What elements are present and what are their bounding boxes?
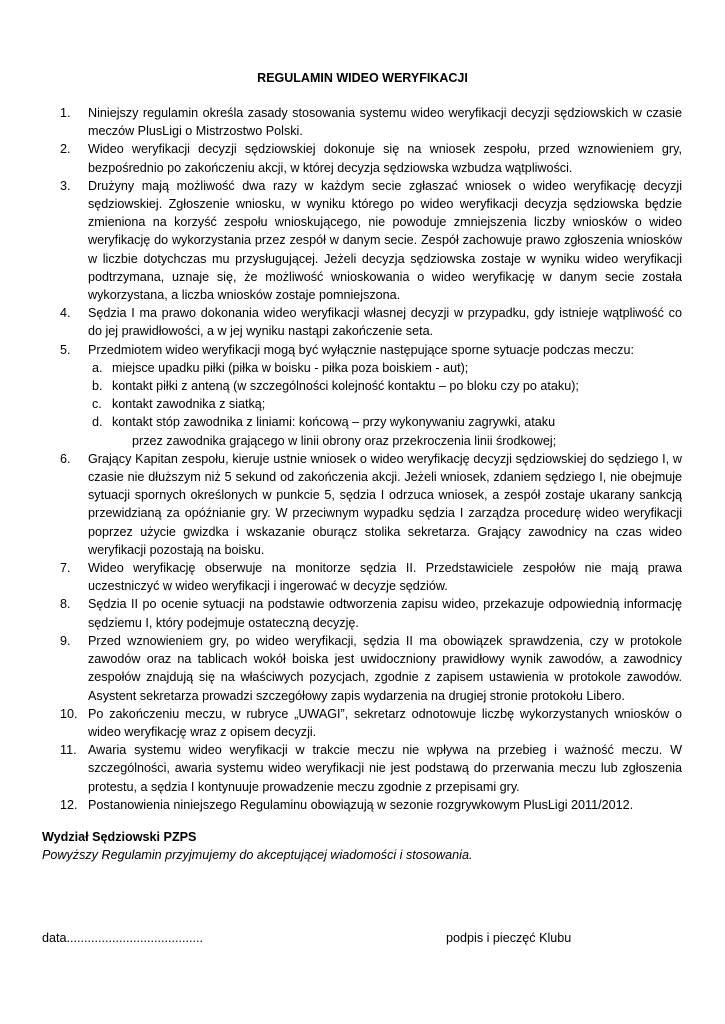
sub-item (60, 413, 682, 431)
item-text: Awaria systemu wideo weryfikacji w trakcie meczu nie wpływa na przebieg i ważność meczu. W szczególności, awaria systemu wideo weryfikacji nie jest podstawą do przerwania meczu lub zgłoszenia protestu, a sędzia I kontynuuje prowadzenie meczu zgodnie z przepisami gry. (88, 743, 682, 794)
item-number: 9. (60, 633, 71, 648)
item-text: Sędzia I ma prawo dokonania wideo weryfikacji własnej decyzji w przypadku, gdy istnieje wątpliwość co do jej prawidłowości, a w jej wyniku nastąpi zakończenie seta. (88, 306, 682, 339)
list-item (60, 741, 682, 796)
list-item (60, 104, 682, 140)
item-number: 8. (60, 597, 71, 612)
item-text: Przed wznowieniem gry, po wideo weryfikacji, sędzia II ma obowiązek sprawdzenia, czy w protokole zawodów oraz na tablicach wokół boiska jest uwidoczniony prawidłowy wynik zawodów, a zawodnicy zespołów znajdują się na właściwych pozycjach, zgodnie z zapisem ustawienia w protokole zawodów. Asystent sekretarza prowadzi szczegółowy zapis wydarzenia na drugiej stronie protokołu Libero. (88, 633, 682, 703)
item-text: Sędzia II po ocenie sytuacji na podstawie odtworzenia zapisu wideo, przekazuje odpowiednią informację sędziemu I, który podejmuje ostateczną decyzję. (88, 597, 682, 630)
list-item (60, 341, 682, 359)
item-number: 5. (60, 342, 71, 357)
item-number: 6. (60, 451, 71, 466)
sub-item (60, 359, 682, 377)
item-number: 4. (60, 306, 71, 321)
item-text: Postanowienia niniejszego Regulaminu obowiązują w sezonie rozgrywkowym PlusLigi 2011/2012. (88, 797, 634, 812)
regulation-list (60, 104, 682, 814)
item-text: Po zakończeniu meczu, w rubryce „UWAGI”, sekretarz odnotowuje liczbę wykorzystanych wniosków o wideo weryfikację wraz z opisem decyzji. (88, 706, 682, 739)
item-number: 2. (60, 142, 71, 157)
item-number: 10. (60, 706, 78, 721)
list-item (60, 304, 682, 340)
list-item (60, 140, 682, 176)
sub-item-text: kontakt zawodnika z siatką; (112, 397, 266, 412)
list-item (60, 559, 682, 595)
sub-item-letter: b. (92, 379, 103, 394)
list-item (60, 595, 682, 631)
sub-item (60, 377, 682, 395)
list-item (60, 450, 682, 559)
date-field: data....................................... (42, 931, 203, 945)
club-signature-field: podpis i pieczęć Klubu (446, 931, 572, 945)
item-text: Drużyny mają możliwość dwa razy w każdym secie zgłaszać wniosek o wideo weryfikację decyzji sędziowskiej. Zgłoszenie wniosku, w wyniku którego po wideo weryfikacji decyzja sędziowska będzie zmieniona na korzyść zespołu wnioskującego, nie powoduje zmniejszenia liczby wniosków o wideo weryfikację do wykorzystania przez zespół w danym secie. Zespół zachowuje prawo zgłoszenia wniosków w liczbie dotychczas mu przysługującej. Jeżeli decyzja sędziowska zostaje w wyniku wideo weryfikacji podtrzymana, uznaje się, że możliwość wnioskowania o wideo weryfikację w danym secie została wykorzystana, a liczba wniosków zostaje pomniejszona. (88, 178, 682, 303)
list-item (60, 796, 682, 814)
item-number: 3. (60, 178, 71, 193)
sub-item-text: kontakt stóp zawodnika z liniami: końcową – przy wykonywaniu zagrywki, ataku (112, 415, 556, 430)
item-text: Grający Kapitan zespołu, kieruje ustnie wniosek o wideo weryfikację decyzji sędziowskiej do sędziego I, w czasie nie dłuższym niż 5 sekund od zakończenia akcji. Jeżeli wniosek, zdaniem sędziego I, nie obejmuje sytuacji spornych określonych w punkcie 5, sędzia I odrzuca wniosek, a zespół zostaje ukarany sankcją przewidzianą za opóźnianie gry. W przeciwnym wypadku sędzia I zarządza procedurę wideo weryfikacji poprzez użycie gwizdka i wskazanie oburącz stolika sekretarza. Grający zawodnicy na czas wideo weryfikacji pozostają na boisku. (88, 451, 682, 557)
item-text: Wideo weryfikację obserwuje na monitorze sędzia II. Przedstawiciele zespołów nie mają prawa uczestniczyć w wideo weryfikacji i ingerować w decyzje sędziów. (88, 561, 682, 594)
sub-item-continuation: przez zawodnika grającego w linii obrony oraz przekroczenia linii środkowej; (132, 433, 557, 448)
list-item (60, 632, 682, 705)
department-name: Wydział Sędziowski PZPS (42, 830, 197, 844)
item-number: 1. (60, 106, 71, 120)
list-item (60, 705, 682, 741)
item-number: 11. (60, 743, 77, 758)
item-text: Niniejszy regulamin określa zasady stosowania systemu wideo weryfikacji decyzji sędziowskich w czasie meczów PlusLigi o Mistrzostwo Polski. (88, 106, 682, 139)
signature-block (42, 828, 472, 864)
sub-item (60, 395, 682, 413)
sub-item-letter: d. (92, 415, 103, 430)
item-number: 7. (60, 561, 71, 576)
sub-item-letter: a. (92, 360, 103, 375)
acceptance-statement: Powyższy Regulamin przyjmujemy do akceptującej wiadomości i stosowania. (42, 848, 473, 862)
sub-item-text: miejsce upadku piłki (piłka w boisku - piłka poza boiskiem - aut); (112, 360, 469, 375)
item-text: Przedmiotem wideo weryfikacji mogą być wyłącznie następujące sporne sytuacje podczas meczu: (88, 342, 634, 357)
item-number: 12. (60, 797, 78, 812)
sub-item-text: kontakt piłki z anteną (w szczególności kolejność kontaktu – po bloku czy po ataku); (112, 379, 579, 394)
list-item (60, 177, 682, 304)
sub-item-letter: c. (92, 397, 102, 412)
document-title: REGULAMIN WIDEO WERYFIKACJI (257, 71, 468, 85)
item-text: Wideo weryfikacji decyzji sędziowskiej dokonuje się na wniosek zespołu, przed wznowieniem gry, bezpośrednio po zakończeniu akcji, w której decyzja sędziowska wzbudza wątpliwości. (88, 142, 682, 175)
